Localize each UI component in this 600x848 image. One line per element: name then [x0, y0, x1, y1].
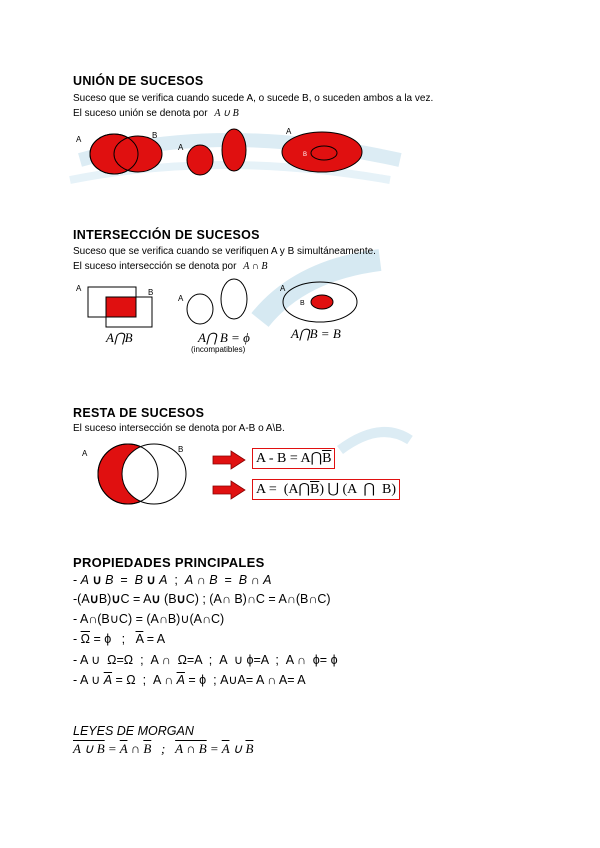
difference-formula-1: $A - B = A⋂\overline{B}$: [252, 448, 335, 469]
union-venn-diagrams: [70, 122, 380, 184]
svg-text:A: A: [82, 449, 88, 458]
intersection-caption-3: A⋂B = B: [291, 326, 341, 341]
property-line-2: -(A∪B)∪C = A∪ (B∪C) ; (A∩ B)∩C = A∩(B∩C): [73, 592, 331, 606]
intersection-caption-2-note: (incompatibles): [191, 345, 246, 354]
union-description: Suceso que se verifica cuando sucede A, o sucede B, o suceden ambos a la vez.: [73, 93, 434, 104]
svg-text:A: A: [178, 143, 184, 152]
svg-text:B: B: [300, 300, 305, 307]
svg-text:A: A: [76, 135, 82, 144]
properties-title: PROPIEDADES PRINCIPALES: [73, 555, 265, 570]
union-title: UNIÓN DE SUCESOS: [73, 74, 204, 88]
property-line-6: - A ∪ $\overline{A} = \Omega$ ; A ∩ $\overline{A} = \phi$ ; A∪A= A ∩ A= A: [73, 673, 306, 687]
svg-text:A: A: [76, 284, 82, 293]
difference-description: El suceso intersección se denota por A-B o A\B.: [73, 423, 285, 434]
intersection-caption-2: A⋂ B = ϕ: [198, 330, 250, 345]
intersection-notation: El suceso intersección se denota por A ∩ B: [73, 261, 268, 272]
svg-text:B: B: [303, 152, 308, 158]
intersection-caption-1: A⋂B: [106, 330, 133, 345]
property-line-4: - $\overline{\Omega} = \phi$ ; A = A: [73, 632, 166, 646]
svg-text:B: B: [178, 445, 184, 454]
difference-formula-2: $A = (A⋂\overline{B})$ ⋃ (A ⋂ B): [252, 479, 400, 500]
svg-text:A: A: [286, 127, 292, 136]
difference-title: RESTA DE SUCESOS: [73, 406, 205, 420]
svg-text:B: B: [152, 131, 158, 140]
morgan-law: A ∪ $B = \overline{A}$ ∩ $\overline{B}$ ; A ∩ $B = \overline{A}$ ∪ $\overline{B}$: [73, 741, 254, 756]
property-line-3: - A∩(B∪C) = (A∩B)∪(A∩C): [73, 612, 225, 626]
intersection-title: INTERSECCIÓN DE SUCESOS: [73, 228, 260, 242]
intersection-description: Suceso que se verifica cuando se verifiquen A y B simultáneamente.: [73, 246, 376, 257]
property-line-1: - A ∪ B = B ∪ A ; A ∩ B = B ∩ A: [73, 573, 272, 587]
morgan-title: LEYES DE MORGAN: [73, 724, 194, 738]
property-line-5: - A ∪ Ω=Ω ; A ∩ Ω=A ; A ∪ ϕ=A ; A ∩ ϕ= ϕ: [73, 653, 338, 667]
arrow-icons: [211, 450, 251, 506]
svg-text:A: A: [280, 284, 286, 293]
svg-text:A: A: [178, 294, 184, 303]
svg-text:B: B: [148, 288, 154, 297]
union-notation: El suceso unión se denota por A ∪ B: [73, 108, 239, 119]
